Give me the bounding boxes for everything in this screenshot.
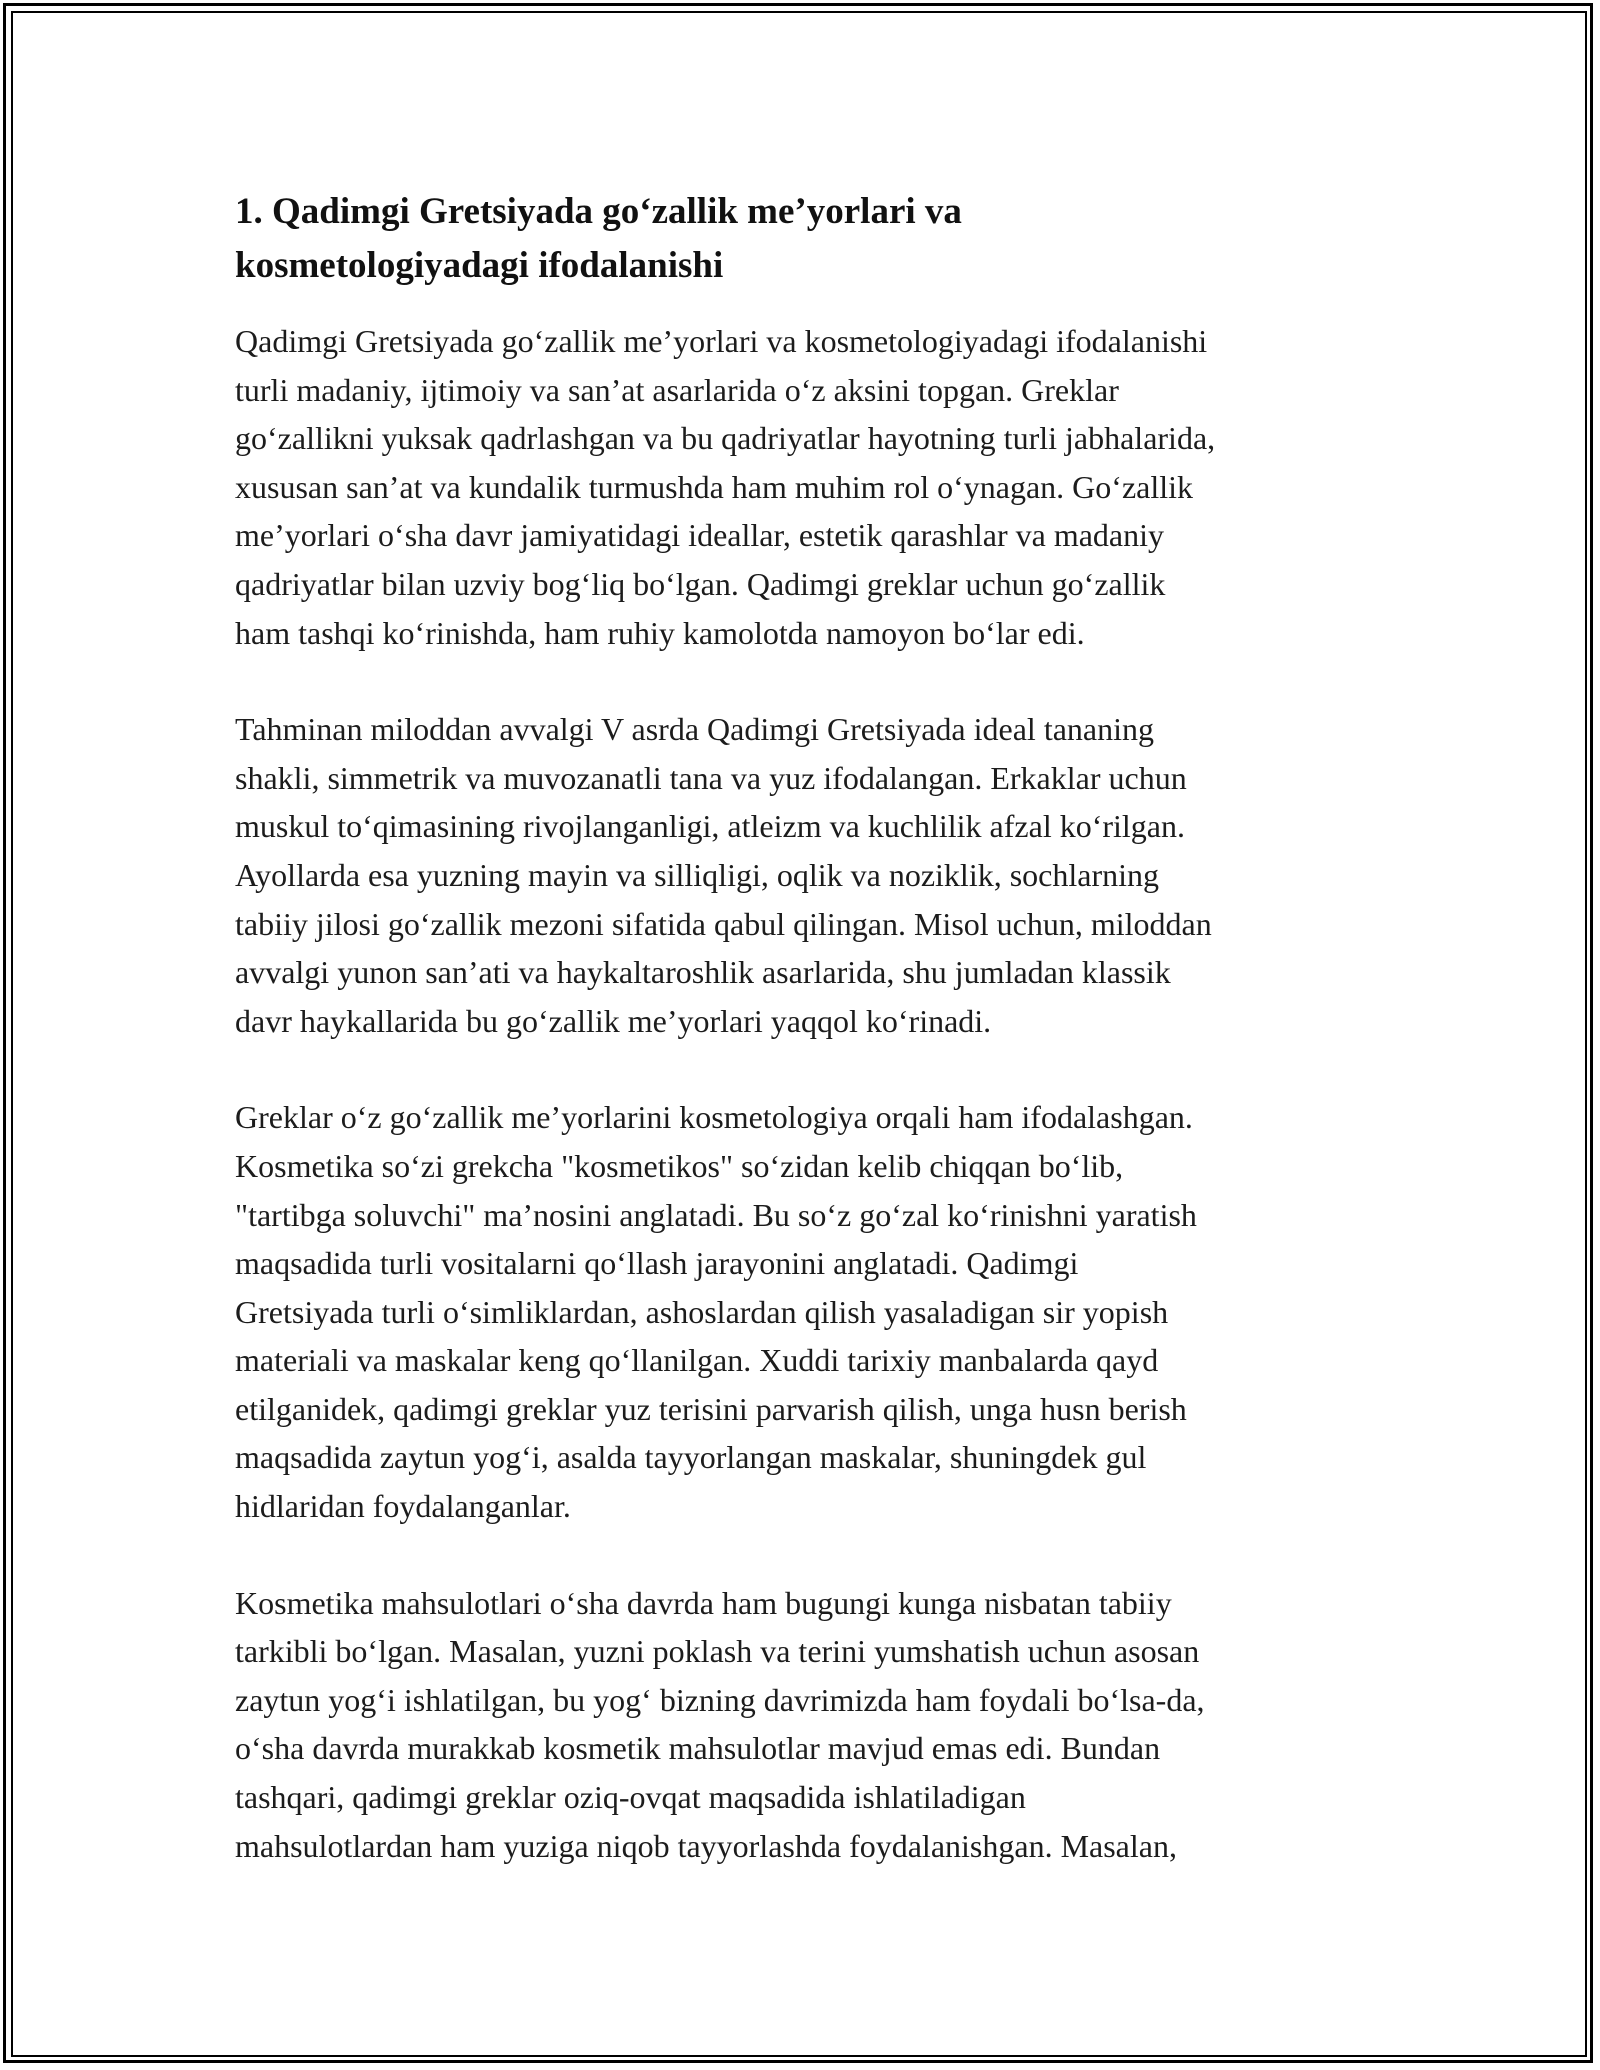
text-line: Kosmetika mahsulotlari o‘sha davrda ham bugungi kunga nisbatan tabiiy — [235, 1584, 1172, 1621]
text-line: Gretsiyada turli o‘simliklardan, ashoslardan qilish yasaladigan sir yopish — [235, 1293, 1169, 1330]
text-line: xususan san’at va kundalik turmushda ham muhim rol o‘ynagan. Go‘zallik — [235, 468, 1194, 505]
text-line: Kosmetika so‘zi grekcha "kosmetikos" so‘zidan kelib chiqqan bo‘lib, — [235, 1147, 1124, 1184]
text-line: materiali va maskalar keng qo‘llanilgan. Xuddi tarixiy manbalarda qayd — [235, 1342, 1159, 1379]
text-line: tashqari, qadimgi greklar oziq-ovqat maqsadida ishlatiladigan — [235, 1779, 1026, 1816]
text-line: tabiiy jilosi go‘zallik mezoni sifatida qabul qilingan. Misol uchun, miloddan — [235, 905, 1212, 942]
text-line: avvalgi yunon san’ati va haykaltaroshlik asarlarida, shu jumladan klassik — [235, 954, 1171, 991]
text-line: me’yorlari o‘sha davr jamiyatidagi ideallar, estetik qarashlar va madaniy — [235, 517, 1165, 554]
text-line: maqsadida turli vositalarni qo‘llash jarayonini anglatadi. Qadimgi — [235, 1245, 1079, 1282]
text-line: zaytun yog‘i ishlatilgan, bu yog‘ bizning davrimizda ham foydali bo‘lsa-da, — [235, 1681, 1205, 1718]
text-line: etilganidek, qadimgi greklar yuz terisini parvarish qilish, unga husn berish — [235, 1390, 1187, 1427]
text-line: "tartibga soluvchi" ma’nosini anglatadi. Bu so‘z go‘zal ko‘rinishni yaratish — [235, 1196, 1197, 1233]
text-line: go‘zallikni yuksak qadrlashgan va bu qadriyatlar hayotning turli jabhalarida, — [235, 420, 1216, 457]
text-line: muskul to‘qimasining rivojlanganligi, atleizm va kuchlilik afzal ko‘rilgan. — [235, 808, 1185, 845]
text-line: turli madaniy, ijtimoiy va san’at asarlarida o‘z aksini topgan. Greklar — [235, 371, 1119, 408]
paragraph-1 — [235, 317, 1375, 657]
paragraph-3 — [235, 1093, 1375, 1530]
document-body — [235, 185, 1375, 1870]
text-line: Greklar o‘z go‘zallik me’yorlarini kosmetologiya orqali ham ifodalashgan. — [235, 1099, 1193, 1136]
text-line: hidlaridan foydalanganlar. — [235, 1488, 571, 1525]
text-line: mahsulotlardan ham yuziga niqob tayyorlashda foydalanishgan. Masalan, — [235, 1827, 1177, 1864]
text-line: Ayollarda esa yuzning mayin va silliqligi, oqlik va noziklik, sochlarning — [235, 856, 1159, 893]
heading-line: kosmetologiyadagi ifodalanishi — [235, 245, 724, 286]
text-line: Qadimgi Gretsiyada go‘zallik me’yorlari va kosmetologiyadagi ifodalanishi — [235, 323, 1208, 359]
text-line: maqsadida zaytun yog‘i, asalda tayyorlangan maskalar, shuningdek gul — [235, 1439, 1147, 1476]
paragraph-4 — [235, 1579, 1375, 1871]
text-line: shakli, simmetrik va muvozanatli tana va yuz ifodalangan. Erkaklar uchun — [235, 759, 1187, 796]
heading-line: 1. Qadimgi Gretsiyada go‘zallik me’yorlari va — [235, 191, 962, 232]
text-line: davr haykallarida bu go‘zallik me’yorlari yaqqol ko‘rinadi. — [235, 1002, 992, 1039]
text-line: qadriyatlar bilan uzviy bog‘liq bo‘lgan. Qadimgi greklar uchun go‘zallik — [235, 565, 1166, 602]
section-heading — [235, 185, 1375, 293]
text-line: Tahminan miloddan avvalgi V asrda Qadimgi Gretsiyada ideal tananing — [235, 711, 1154, 748]
paragraph-2 — [235, 705, 1375, 1045]
text-line: o‘sha davrda murakkab kosmetik mahsulotlar mavjud emas edi. Bundan — [235, 1730, 1161, 1767]
text-line: ham tashqi ko‘rinishda, ham ruhiy kamolotda namoyon bo‘lar edi. — [235, 614, 1085, 651]
text-line: tarkibli bo‘lgan. Masalan, yuzni poklash va terini yumshatish uchun asosan — [235, 1633, 1200, 1670]
